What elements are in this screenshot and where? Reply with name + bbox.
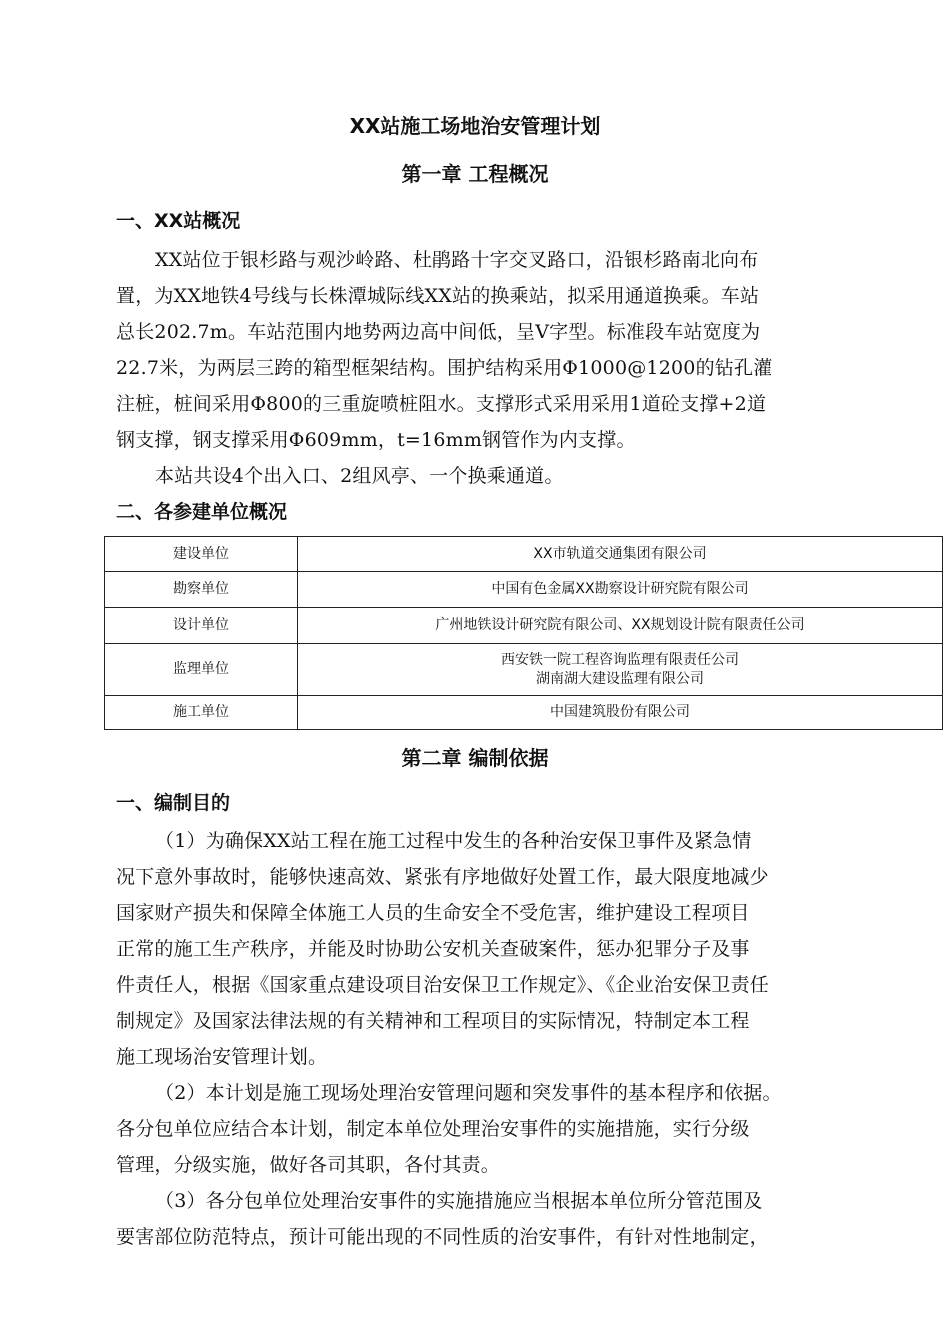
paragraph-line: XX站位于银杉路与观沙岭路、杜鹃路十字交叉路口，沿银杉路南北向布 (155, 249, 759, 271)
table-row (105, 608, 943, 644)
table-row (105, 644, 943, 696)
table-row (105, 537, 943, 572)
table-cell-value (298, 644, 943, 696)
paragraph-line: 置，为XX地铁4号线与长株潭城际线XX站的换乘站，拟采用通道换乘。车站 (116, 285, 760, 307)
paragraph-line: 管理，分级实施，做好各司其职，各付其责。 (116, 1154, 501, 1176)
paragraph-line: 注桩，桩间采用Φ800的三重旋喷桩阻水。支撑形式采用采用1道砼支撑+2道 (116, 393, 767, 415)
chapter-2-heading: 第二章 编制依据 (401, 746, 549, 770)
table-cell-value-line: 西安铁一院工程咨询监理有限责任公司 (501, 651, 739, 668)
table-cell-label: 监理单位 (105, 644, 298, 696)
paragraph-line: 各分包单位应结合本计划，制定本单位处理治安事件的实施措施，实行分级 (116, 1118, 750, 1140)
table-row (105, 572, 943, 608)
table-cell-label: 设计单位 (105, 608, 298, 644)
participating-units-table (104, 536, 943, 730)
paragraph-line: 况下意外事故时，能够快速高效、紧张有序地做好处置工作，最大限度地减少 (116, 866, 769, 888)
paragraph-line: 总长202.7m。车站范围内地势两边高中间低，呈V字型。标准段车站宽度为 (116, 321, 761, 343)
table-cell-label: 施工单位 (105, 696, 298, 730)
paragraph-line: 本站共设4个出入口、2组风亭、一个换乘通道。 (155, 465, 564, 487)
paragraph-line: （2）本计划是施工现场处理治安管理问题和突发事件的基本程序和依据。 (155, 1082, 782, 1104)
table-cell-label: 勘察单位 (105, 572, 298, 608)
paragraph-line: 国家财产损失和保障全体施工人员的生命安全不受危害，维护建设工程项目 (116, 902, 750, 924)
table-row (105, 696, 943, 730)
paragraph-line: 钢支撑，钢支撑采用Φ609mm，t=16mm钢管作为内支撑。 (116, 429, 636, 451)
paragraph-line: （3）各分包单位处理治安事件的实施措施应当根据本单位所分管范围及 (155, 1190, 763, 1212)
paragraph-line: 要害部位防范特点，预计可能出现的不同性质的治安事件，有针对性地制定， (116, 1226, 769, 1248)
paragraph-line: 件责任人，根据《国家重点建设项目治安保卫工作规定》、《企业治安保卫责任 (116, 974, 770, 996)
table-cell-label: 建设单位 (105, 537, 298, 572)
section-1-2-heading: 二、各参建单位概况 (116, 501, 288, 523)
section-1-1-heading: 一、XX站概况 (116, 210, 241, 232)
section-2-1-heading: 一、编制目的 (116, 792, 231, 814)
table-cell-value: XX市轨道交通集团有限公司 (298, 537, 943, 572)
paragraph-line: 制规定》及国家法律法规的有关精神和工程项目的实际情况，特制定本工程 (116, 1010, 750, 1032)
table-cell-value: 广州地铁设计研究院有限公司、XX规划设计院有限责任公司 (298, 608, 943, 644)
paragraph-line: 施工现场治安管理计划。 (116, 1046, 328, 1068)
paragraph-line: 正常的施工生产秩序，并能及时协助公安机关查破案件，惩办犯罪分子及事 (116, 938, 750, 960)
chapter-1-heading: 第一章 工程概况 (401, 162, 549, 186)
paragraph-line: （1）为确保XX站工程在施工过程中发生的各种治安保卫事件及紧急情 (155, 830, 752, 852)
table-cell-value: 中国建筑股份有限公司 (298, 696, 943, 730)
document-title: XX站施工场地治安管理计划 (349, 114, 601, 138)
table-cell-value-line: 湖南湖大建设监理有限公司 (536, 670, 704, 687)
paragraph-line: 22.7米，为两层三跨的箱型框架结构。围护结构采用Φ1000@1200的钻孔灌 (116, 357, 773, 379)
table-cell-value: 中国有色金属XX勘察设计研究院有限公司 (298, 572, 943, 608)
